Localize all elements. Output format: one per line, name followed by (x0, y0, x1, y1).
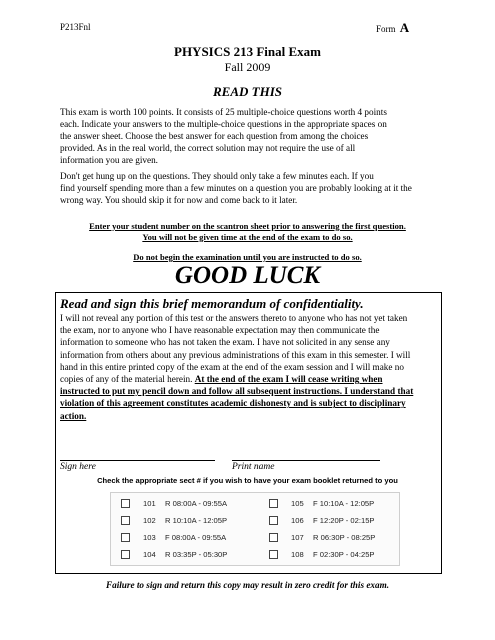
section-number: 103 (143, 532, 156, 542)
section-option[interactable] (269, 496, 374, 510)
memo-line: information to someone who has not taken the exam. I have not solicited in any sense any (60, 337, 390, 348)
memo-line-bold: At the end of the exam I will cease writing when (194, 374, 383, 385)
exam-title: PHYSICS 213 Final Exam (174, 44, 321, 59)
section-number: 106 (291, 515, 304, 525)
section-number: 101 (143, 498, 156, 508)
section-option[interactable] (121, 496, 227, 510)
exam-term: Fall 2009 (224, 60, 271, 74)
instruction-line: the answer sheet. Choose the best answer for each question from among the choices (60, 131, 369, 141)
memo-bold-line: violation of this agreement constitutes academic dishonesty and is subject to disciplinary (60, 398, 406, 409)
section-time: F 08:00A - 09:55A (165, 532, 227, 542)
section-option[interactable] (269, 547, 375, 561)
instruction-line: provided. As in the real world, the correct solution may not require the use of all (60, 143, 356, 153)
do-not-begin-notice: Do not begin the examination until you are instructed to do so. (133, 252, 362, 262)
instructions-paragraph-1 (60, 106, 440, 166)
section-checkbox[interactable] (269, 550, 278, 559)
section-number: 108 (291, 549, 304, 559)
memo-line: hand in this entire printed copy of the exam at the end of the exam session and I will make no (60, 361, 404, 372)
section-checkbox[interactable] (269, 499, 278, 508)
memo-line-plain: copies of any of the material herein. (60, 374, 195, 385)
section-number: 105 (291, 498, 304, 508)
memo-text (60, 312, 439, 422)
sign-here-label: Sign here (60, 462, 96, 472)
section-checkbox[interactable] (121, 533, 130, 542)
instruction-line: Don't get hung up on the questions. They should only take a few minutes each. If you (60, 171, 374, 181)
section-choice-table (110, 492, 400, 566)
form-label-text: Form (376, 24, 396, 34)
section-checkbox[interactable] (121, 516, 130, 525)
section-option[interactable] (121, 530, 226, 544)
instruction-line: find yourself spending more than a few minutes on a question you are probably looking at it the (60, 183, 412, 193)
section-time: R 10:10A - 12:05P (165, 515, 228, 525)
section-number: 104 (143, 549, 156, 559)
signature-line[interactable] (60, 460, 215, 461)
memo-line: the exam, nor to anyone who I have reasonable expectation may then communicate the (60, 325, 380, 336)
form-letter: A (399, 20, 410, 35)
instruction-line: wrong way. You should skip it for now and come back to it later. (60, 195, 298, 205)
memo-line (60, 373, 439, 385)
section-checkbox[interactable] (121, 499, 130, 508)
memo-title: Read and sign this brief memorandum of confidentiality. (60, 296, 364, 311)
section-checkbox[interactable] (269, 533, 278, 542)
read-this-heading: READ THIS (213, 84, 282, 99)
print-name-label: Print name (232, 462, 275, 472)
memo-line: information from others about any previous administrations of this exam in this semester. I will (60, 349, 411, 360)
section-option[interactable] (269, 513, 375, 527)
print-name-line[interactable] (232, 460, 380, 461)
section-time: F 02:30P - 04:25P (313, 549, 375, 559)
good-luck-heading: GOOD LUCK (174, 262, 321, 289)
section-option[interactable] (121, 513, 227, 527)
section-time: R 03:35P - 05:30P (165, 549, 228, 559)
instruction-line: This exam is worth 100 points. It consists of 25 multiple-choice questions worth 4 points (60, 107, 387, 117)
section-time: R 06:30P - 08:25P (313, 532, 376, 542)
section-option[interactable] (121, 547, 227, 561)
scantron-notice-line-2: You will not be given time at the end of the exam to do so. (142, 232, 353, 242)
memo-bold-line: instructed to put my pencil down and follow all subsequent instructions. I understand that (60, 386, 414, 397)
section-number: 102 (143, 515, 156, 525)
section-time: F 12:20P - 02:15P (313, 515, 375, 525)
section-check-note: Check the appropriate sect # if you wish to have your exam booklet returned to you (97, 476, 398, 485)
section-option[interactable] (269, 530, 375, 544)
course-code: P213Fnl (60, 22, 91, 32)
instructions-paragraph-2 (60, 170, 440, 206)
section-time: R 08:00A - 09:55A (165, 498, 228, 508)
memo-bold-line: action. (60, 410, 87, 421)
form-label (376, 20, 409, 36)
section-number: 107 (291, 532, 304, 542)
section-checkbox[interactable] (121, 550, 130, 559)
footer-warning: Failure to sign and return this copy may result in zero credit for this exam. (105, 580, 390, 590)
instruction-line: each. Indicate your answers to the multiple-choice questions in the appropriate spaces on (60, 119, 387, 129)
section-time: F 10:10A - 12:05P (313, 498, 375, 508)
scantron-notice-line-1: Enter your student number on the scantron sheet prior to answering the first question. (89, 221, 406, 231)
section-checkbox[interactable] (269, 516, 278, 525)
instruction-line: information you are given. (60, 155, 158, 165)
memo-line: I will not reveal any portion of this test or the answers thereto to anyone who has not yet taken (60, 313, 408, 323)
